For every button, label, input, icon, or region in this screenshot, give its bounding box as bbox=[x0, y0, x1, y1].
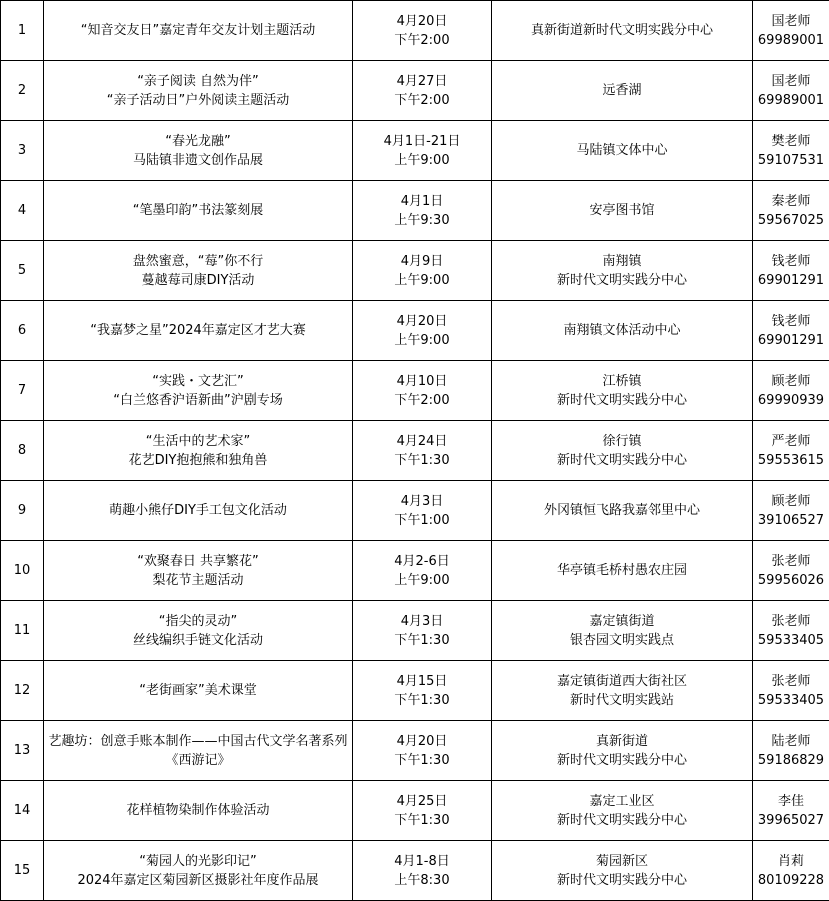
table-row bbox=[1, 181, 829, 241]
row-number-cell-text: 1 bbox=[17, 23, 27, 38]
activity-venue-cell-line: 新时代文明实践分中心 bbox=[556, 272, 687, 288]
contact-cell-line: 严老师 bbox=[771, 433, 811, 449]
contact-cell-line: 张老师 bbox=[771, 673, 811, 689]
activity-time-cell-line: 下午1:30 bbox=[394, 692, 450, 708]
contact-cell bbox=[753, 61, 829, 121]
activity-venue-cell bbox=[492, 841, 753, 901]
activity-venue-cell-line: 嘉定镇街道西大街社区 bbox=[556, 673, 687, 689]
activity-time-cell-line: 4月20日 bbox=[396, 313, 448, 329]
table-row bbox=[1, 781, 829, 841]
activity-time-cell-line: 4月9日 bbox=[400, 253, 444, 269]
activity-venue-cell-line: 真新街道 bbox=[595, 733, 648, 749]
activity-time-cell-line: 下午1:30 bbox=[394, 752, 450, 768]
activity-name-cell-line: 丝线编织手链文化活动 bbox=[132, 632, 263, 648]
contact-cell bbox=[753, 241, 829, 301]
contact-cell bbox=[753, 181, 829, 241]
activity-time-cell bbox=[353, 301, 492, 361]
activity-name-cell-line: “我嘉梦之星”2024年嘉定区才艺大赛 bbox=[90, 323, 306, 338]
activity-venue-cell bbox=[492, 601, 753, 661]
activity-name-cell-line: 艺趣坊：创意手账本制作——中国古代文学名著系列《西游记》 bbox=[48, 733, 348, 768]
contact-cell-line: 69989001 bbox=[757, 92, 825, 108]
activity-name-cell-line: 盘然蜜意，“莓”你不行 bbox=[132, 253, 264, 269]
activity-name-cell bbox=[44, 241, 353, 301]
activity-name-cell-line: 花样植物染制作体验活动 bbox=[126, 803, 270, 818]
activity-name-cell bbox=[44, 841, 353, 901]
activity-name-cell-line: “老街画家”美术课堂 bbox=[139, 683, 257, 698]
contact-cell-line: 钱老师 bbox=[771, 253, 811, 269]
contact-cell bbox=[753, 421, 829, 481]
activity-time-cell-line: 上午9:00 bbox=[394, 272, 450, 288]
contact-cell-line: 39965027 bbox=[757, 812, 825, 828]
activity-time-cell bbox=[353, 661, 492, 721]
activity-venue-cell-line: 新时代文明实践分中心 bbox=[556, 452, 687, 468]
activity-time-cell bbox=[353, 361, 492, 421]
activity-name-cell-line: “指尖的灵动” bbox=[158, 613, 238, 629]
row-number-cell bbox=[1, 241, 44, 301]
row-number-cell-text: 13 bbox=[13, 743, 31, 758]
activity-venue-cell-line: 远香湖 bbox=[602, 83, 642, 98]
contact-cell-line: 59533405 bbox=[757, 692, 825, 708]
activity-venue-cell-line: 菊园新区 bbox=[595, 853, 648, 869]
activity-time-cell-line: 4月15日 bbox=[396, 673, 448, 689]
activity-name-cell-line: 花艺DIY抱抱熊和独角兽 bbox=[128, 452, 268, 468]
contact-cell-line: 秦老师 bbox=[771, 193, 811, 209]
activity-time-cell-line: 上午9:00 bbox=[394, 152, 450, 168]
activity-time-cell-line: 上午9:00 bbox=[394, 332, 450, 348]
table-row bbox=[1, 121, 829, 181]
row-number-cell bbox=[1, 421, 44, 481]
contact-cell bbox=[753, 481, 829, 541]
activity-name-cell bbox=[44, 181, 353, 241]
activity-time-cell-line: 下午1:30 bbox=[394, 812, 450, 828]
activity-venue-cell-line: 新时代文明实践分中心 bbox=[556, 392, 687, 408]
row-number-cell-text: 11 bbox=[13, 623, 31, 638]
contact-cell bbox=[753, 781, 829, 841]
contact-cell-line: 国老师 bbox=[771, 73, 811, 89]
activity-name-cell bbox=[44, 301, 353, 361]
activity-name-cell bbox=[44, 541, 353, 601]
contact-cell bbox=[753, 541, 829, 601]
activity-venue-cell-line: 江桥镇 bbox=[602, 373, 642, 389]
contact-cell-line: 39106527 bbox=[757, 512, 825, 528]
activity-venue-cell-line: 嘉定镇街道 bbox=[589, 613, 655, 629]
activity-venue-cell-line: 新时代文明实践分中心 bbox=[556, 812, 687, 828]
activity-venue-cell bbox=[492, 181, 753, 241]
activity-name-cell bbox=[44, 781, 353, 841]
activity-time-cell-line: 4月10日 bbox=[396, 373, 448, 389]
activity-name-cell-line: 萌趣小熊仔DIY手工包文化活动 bbox=[109, 503, 287, 518]
activity-time-cell bbox=[353, 601, 492, 661]
activity-venue-cell bbox=[492, 241, 753, 301]
activity-venue-cell-line: 马陆镇文体中心 bbox=[576, 143, 668, 158]
activity-name-cell bbox=[44, 601, 353, 661]
activity-time-cell-line: 下午2:00 bbox=[394, 392, 450, 408]
activity-name-cell bbox=[44, 721, 353, 781]
activity-name-cell-line: 蔓越莓司康DIY活动 bbox=[141, 272, 255, 288]
activity-time-cell bbox=[353, 421, 492, 481]
activity-name-cell bbox=[44, 1, 353, 61]
activity-name-cell-line: 2024年嘉定区菊园新区摄影社年度作品展 bbox=[77, 872, 319, 888]
activity-venue-cell-line: 嘉定工业区 bbox=[589, 793, 655, 809]
activity-name-cell-line: “实践・文艺汇” bbox=[152, 373, 244, 389]
activity-time-cell-line: 下午2:00 bbox=[394, 92, 450, 108]
row-number-cell-text: 8 bbox=[17, 443, 27, 458]
row-number-cell-text: 5 bbox=[17, 263, 27, 278]
row-number-cell-text: 9 bbox=[17, 503, 27, 518]
activity-name-cell-line: 马陆镇非遗文创作品展 bbox=[132, 152, 263, 168]
row-number-cell-text: 10 bbox=[13, 563, 31, 578]
row-number-cell-text: 4 bbox=[17, 203, 27, 218]
contact-cell-line: 59186829 bbox=[757, 752, 825, 768]
table-row bbox=[1, 361, 829, 421]
table-row bbox=[1, 241, 829, 301]
activity-time-cell-line: 4月25日 bbox=[396, 793, 448, 809]
activity-venue-cell-line: 新时代文明实践站 bbox=[569, 692, 674, 708]
row-number-cell-text: 6 bbox=[17, 323, 27, 338]
row-number-cell bbox=[1, 181, 44, 241]
activity-time-cell bbox=[353, 241, 492, 301]
activity-time-cell-line: 4月27日 bbox=[396, 73, 448, 89]
row-number-cell bbox=[1, 781, 44, 841]
activity-venue-cell-line: 南翔镇文体活动中心 bbox=[563, 323, 681, 338]
activity-time-cell-line: 4月1日-21日 bbox=[383, 133, 461, 149]
contact-cell-line: 国老师 bbox=[771, 13, 811, 29]
contact-cell-line: 69990939 bbox=[757, 392, 825, 408]
activity-venue-cell-line: 华亭镇毛桥村愚农庄园 bbox=[556, 563, 687, 578]
contact-cell-line: 59956026 bbox=[757, 572, 825, 588]
activity-time-cell-line: 下午2:00 bbox=[394, 32, 450, 48]
contact-cell-line: 69901291 bbox=[757, 332, 825, 348]
activity-venue-cell bbox=[492, 661, 753, 721]
contact-cell bbox=[753, 301, 829, 361]
activity-name-cell bbox=[44, 121, 353, 181]
row-number-cell bbox=[1, 61, 44, 121]
contact-cell bbox=[753, 361, 829, 421]
activity-venue-cell bbox=[492, 481, 753, 541]
table-row bbox=[1, 481, 829, 541]
row-number-cell-text: 2 bbox=[17, 83, 27, 98]
table-row bbox=[1, 541, 829, 601]
row-number-cell-text: 14 bbox=[13, 803, 31, 818]
contact-cell-line: 张老师 bbox=[771, 613, 811, 629]
contact-cell-line: 李佳 bbox=[777, 793, 804, 809]
row-number-cell bbox=[1, 481, 44, 541]
activity-venue-cell bbox=[492, 721, 753, 781]
activity-venue-cell bbox=[492, 61, 753, 121]
activity-time-cell-line: 下午1:30 bbox=[394, 452, 450, 468]
row-number-cell bbox=[1, 541, 44, 601]
activity-time-cell bbox=[353, 61, 492, 121]
row-number-cell bbox=[1, 841, 44, 901]
activity-time-cell-line: 上午8:30 bbox=[394, 872, 450, 888]
activity-venue-cell-line: 新时代文明实践分中心 bbox=[556, 752, 687, 768]
contact-cell bbox=[753, 661, 829, 721]
activity-venue-cell-line: 南翔镇 bbox=[602, 253, 642, 269]
contact-cell-line: 钱老师 bbox=[771, 313, 811, 329]
activity-time-cell-line: 4月1日 bbox=[400, 193, 444, 209]
row-number-cell-text: 12 bbox=[13, 683, 31, 698]
activity-time-cell-line: 4月3日 bbox=[400, 493, 444, 509]
row-number-cell-text: 3 bbox=[17, 143, 27, 158]
contact-cell-line: 张老师 bbox=[771, 553, 811, 569]
row-number-cell bbox=[1, 721, 44, 781]
activity-name-cell bbox=[44, 61, 353, 121]
contact-cell-line: 陆老师 bbox=[771, 733, 811, 749]
activity-time-cell-line: 4月24日 bbox=[396, 433, 448, 449]
activity-time-cell-line: 下午1:00 bbox=[394, 512, 450, 528]
contact-cell bbox=[753, 601, 829, 661]
activity-time-cell-line: 4月1-8日 bbox=[394, 853, 450, 869]
activity-name-cell-line: “亲子活动日”户外阅读主题活动 bbox=[106, 92, 290, 108]
activity-name-cell-line: “欢聚春日 共享繁花” bbox=[137, 553, 259, 569]
activity-venue-cell-line: 安亭图书馆 bbox=[589, 203, 655, 218]
contact-cell-line: 顾老师 bbox=[771, 373, 811, 389]
activity-time-cell-line: 下午1:30 bbox=[394, 632, 450, 648]
activity-venue-cell bbox=[492, 361, 753, 421]
activity-venue-cell-line: 徐行镇 bbox=[602, 433, 642, 449]
activity-name-cell bbox=[44, 481, 353, 541]
contact-cell-line: 69989001 bbox=[757, 32, 825, 48]
contact-cell bbox=[753, 121, 829, 181]
activity-name-cell-line: “亲子阅读 自然为伴” bbox=[137, 73, 259, 89]
contact-cell bbox=[753, 841, 829, 901]
row-number-cell bbox=[1, 301, 44, 361]
activity-name-cell-line: “菊园人的光影印记” bbox=[139, 853, 257, 869]
activity-time-cell-line: 4月2-6日 bbox=[394, 553, 450, 569]
contact-cell bbox=[753, 1, 829, 61]
contact-cell-line: 顾老师 bbox=[771, 493, 811, 509]
activity-venue-cell bbox=[492, 301, 753, 361]
activity-time-cell bbox=[353, 781, 492, 841]
activity-time-cell-line: 上午9:00 bbox=[394, 572, 450, 588]
activity-time-cell-line: 4月20日 bbox=[396, 13, 448, 29]
table-row bbox=[1, 1, 829, 61]
contact-cell bbox=[753, 721, 829, 781]
activity-name-cell bbox=[44, 421, 353, 481]
activity-name-cell-line: 梨花节主题活动 bbox=[152, 572, 244, 588]
activity-venue-cell bbox=[492, 421, 753, 481]
contact-cell-line: 59567025 bbox=[757, 212, 825, 228]
activity-name-cell-line: “白兰悠香沪语新曲”沪剧专场 bbox=[113, 392, 283, 408]
activity-time-cell-line: 4月3日 bbox=[400, 613, 444, 629]
row-number-cell bbox=[1, 601, 44, 661]
activity-venue-cell bbox=[492, 781, 753, 841]
row-number-cell bbox=[1, 661, 44, 721]
contact-cell-line: 69901291 bbox=[757, 272, 825, 288]
activity-time-cell bbox=[353, 841, 492, 901]
activity-time-cell bbox=[353, 721, 492, 781]
activity-name-cell-line: “知音交友日”嘉定青年交友计划主题活动 bbox=[80, 23, 316, 38]
activity-name-cell bbox=[44, 661, 353, 721]
table-row bbox=[1, 601, 829, 661]
activity-time-cell bbox=[353, 181, 492, 241]
contact-cell-line: 80109228 bbox=[757, 872, 825, 888]
activity-venue-cell-line: 真新街道新时代文明实践分中心 bbox=[530, 23, 713, 38]
activity-name-cell-line: “春光龙融” bbox=[165, 133, 231, 149]
row-number-cell bbox=[1, 361, 44, 421]
activity-venue-cell bbox=[492, 541, 753, 601]
activity-name-cell-line: “生活中的艺术家” bbox=[145, 433, 251, 449]
table-body bbox=[1, 1, 829, 901]
activity-time-cell bbox=[353, 121, 492, 181]
contact-cell-line: 59553615 bbox=[757, 452, 825, 468]
table-row bbox=[1, 661, 829, 721]
activity-time-cell-line: 上午9:30 bbox=[394, 212, 450, 228]
table-row bbox=[1, 61, 829, 121]
activity-venue-cell-line: 外冈镇恒飞路我嘉邻里中心 bbox=[543, 503, 700, 518]
activity-name-cell-line: “笔墨印韵”书法篆刻展 bbox=[132, 203, 264, 218]
activity-venue-cell bbox=[492, 1, 753, 61]
activity-venue-cell bbox=[492, 121, 753, 181]
row-number-cell bbox=[1, 121, 44, 181]
contact-cell-line: 59533405 bbox=[757, 632, 825, 648]
activity-time-cell bbox=[353, 481, 492, 541]
activity-venue-cell-line: 新时代文明实践分中心 bbox=[556, 872, 687, 888]
table-row bbox=[1, 721, 829, 781]
table-row bbox=[1, 301, 829, 361]
activity-time-cell bbox=[353, 541, 492, 601]
activity-time-cell bbox=[353, 1, 492, 61]
contact-cell-line: 59107531 bbox=[757, 152, 825, 168]
activity-venue-cell-line: 银杏园文明实践点 bbox=[569, 632, 674, 648]
table-row bbox=[1, 841, 829, 901]
contact-cell-line: 肖莉 bbox=[777, 853, 804, 869]
row-number-cell bbox=[1, 1, 44, 61]
activity-time-cell-line: 4月20日 bbox=[396, 733, 448, 749]
contact-cell-line: 樊老师 bbox=[771, 133, 811, 149]
row-number-cell-text: 15 bbox=[13, 863, 31, 878]
row-number-cell-text: 7 bbox=[17, 383, 27, 398]
table-row bbox=[1, 421, 829, 481]
activity-name-cell bbox=[44, 361, 353, 421]
